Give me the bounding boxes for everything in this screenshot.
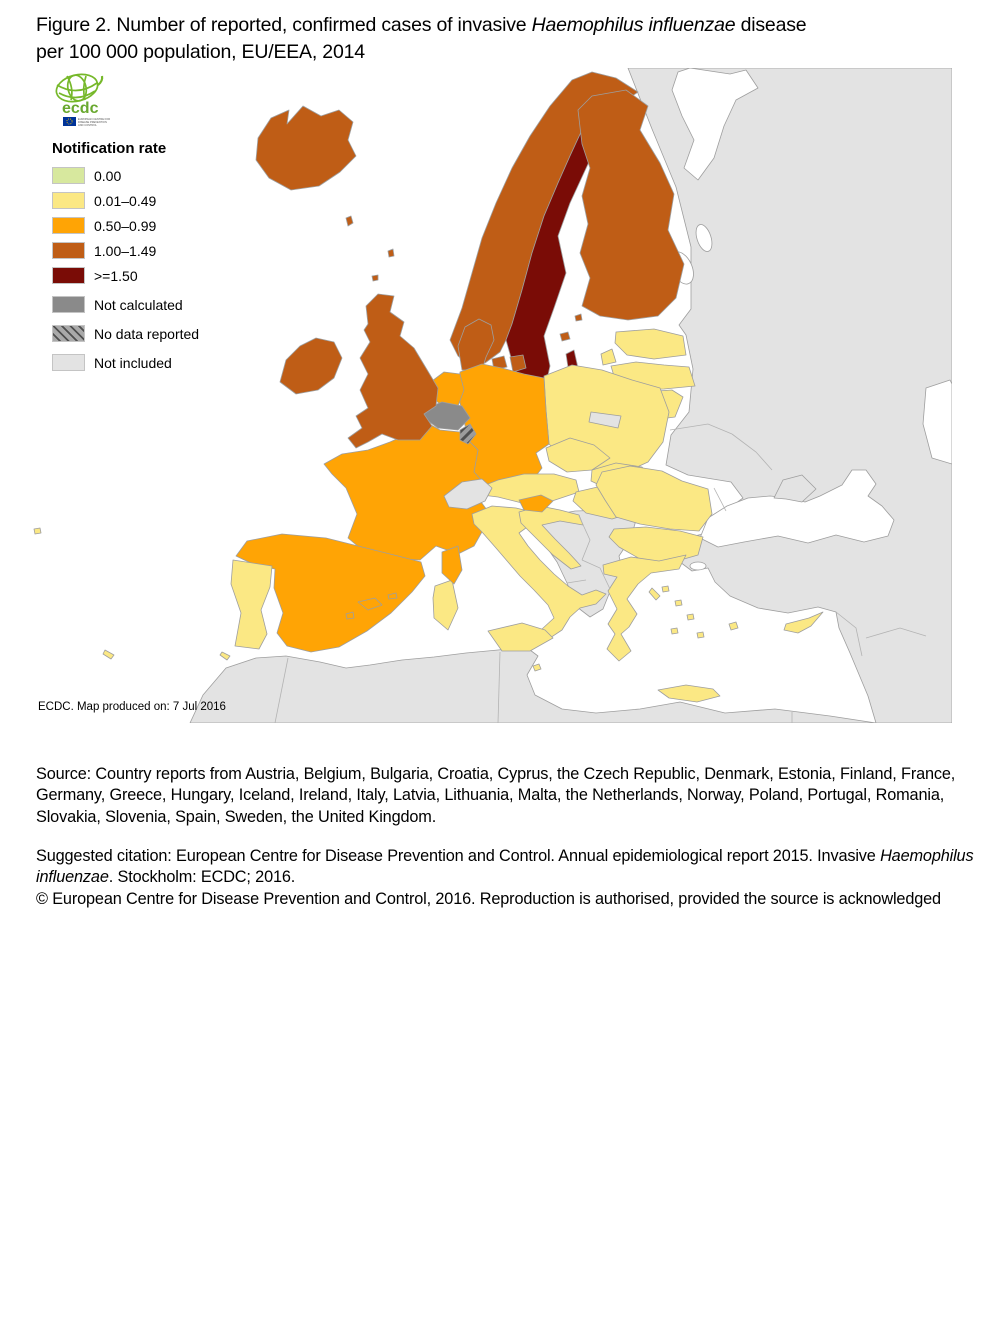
legend-swatch-6 [52,325,85,342]
island-aegean-3 [687,614,694,620]
island-bornholm [560,332,570,341]
figure-title-italic: Haemophilus influenzae [531,14,736,36]
citation-suffix: . Stockholm: ECDC; 2016. [108,868,296,887]
island-madeira-2 [220,652,230,660]
legend-row-4 [52,267,199,284]
legend-row-2 [52,217,199,234]
ecdc-logo-graphic [50,73,128,131]
island-euboea [649,588,660,600]
aegean-islands [649,586,738,638]
citation-copyright: © European Centre for Disease Prevention and Control, 2016. Reproduction is authorised, provided the source is acknowledged [36,889,941,908]
figure-title-prefix: Figure 2. Number of reported, confirmed cases of invasive [36,14,532,36]
legend-label-0: 0.00 [94,167,122,184]
legend-label-2: 0.50–0.99 [94,217,157,234]
country-portugal [231,560,272,649]
legend-swatch-3 [52,242,85,259]
country-cyprus [784,612,823,633]
legend-label-1: 0.01–0.49 [94,192,157,209]
logo-subtext-2: DISEASE PREVENTION [78,121,107,124]
source-paragraph: Source: Country reports from Austria, Belgium, Bulgaria, Croatia, Cyprus, the Czech Republic, Denmark, Estonia, Finland, France, Germany, Greece, Hungary, Iceland, Ireland, Italy, Latvia, Lithuania, Malta, the Netherlands, Norway, Poland, Portugal, Romania, Slovakia, Slovenia, Spain, Sweden, the United Kingdom. [36,765,956,826]
map-attribution: ECDC. Map produced on: 7 Jul 2016 [38,701,226,713]
legend-row-6 [52,325,199,342]
island-corsica [442,546,462,584]
island-saaremaa [601,349,616,365]
country-united-kingdom [348,294,438,448]
legend-swatch-4 [52,267,85,284]
island-sicily [488,623,553,651]
legend-row-0 [52,167,199,184]
legend-items [52,167,199,371]
island-aegean-4 [671,628,678,634]
legend-label-4: >=1.50 [94,267,138,284]
legend-swatch-2 [52,217,85,234]
legend-swatch-5 [52,296,85,313]
island-crete [658,685,720,702]
island-rhodes [729,622,738,630]
legend-label-7: Not included [94,354,172,371]
legend-label-6: No data reported [94,325,200,342]
logo-subtext-3: AND CONTROL [78,124,97,127]
island-faroe [346,216,353,226]
figure-title-line2: per 100 000 population, EU/EEA, 2014 [36,40,365,63]
country-estonia [615,329,686,359]
island-shetland [388,249,394,257]
legend-swatch-7 [52,354,85,371]
sea-of-marmara [690,562,706,570]
citation-paragraph [36,846,984,910]
map-canvas [30,68,952,723]
island-azores [34,528,41,534]
citation-italic: Haemophilus influenzae [36,847,974,887]
ecdc-logo [50,73,130,136]
legend-label-5: Not calculated [94,296,183,313]
island-aegean-2 [675,600,682,606]
legend-swatch-1 [52,192,85,209]
country-greece [603,555,686,661]
eu-flag-icon [63,117,76,126]
legend-row-7 [52,354,199,371]
legend-swatch-0 [52,167,85,184]
island-aland [575,314,582,321]
country-north-africa [190,647,876,723]
island-orkney [372,275,378,281]
figure-title [36,12,966,66]
country-ireland [280,338,342,394]
map-legend [52,140,199,371]
legend-row-3 [52,242,199,259]
island-aegean-1 [662,586,669,592]
legend-row-1 [52,192,199,209]
figure-title-suffix: disease [735,14,807,36]
island-aegean-5 [697,632,704,638]
legend-label-3: 1.00–1.49 [94,242,157,259]
island-sardinia [433,580,458,630]
legend-title: Notification rate [52,140,167,157]
island-madeira-1 [103,650,114,659]
country-bulgaria [609,527,703,563]
logo-subtext-1: EUROPEAN CENTRE FOR [78,118,111,121]
citation-prefix: Suggested citation: European Centre for Disease Prevention and Control. Annual epidemiological report 2015. Invasive [36,847,881,866]
legend-row-5 [52,296,199,313]
country-iceland [256,106,356,190]
ecdc-logo-text: ecdc [62,100,99,117]
country-malta [533,664,541,671]
